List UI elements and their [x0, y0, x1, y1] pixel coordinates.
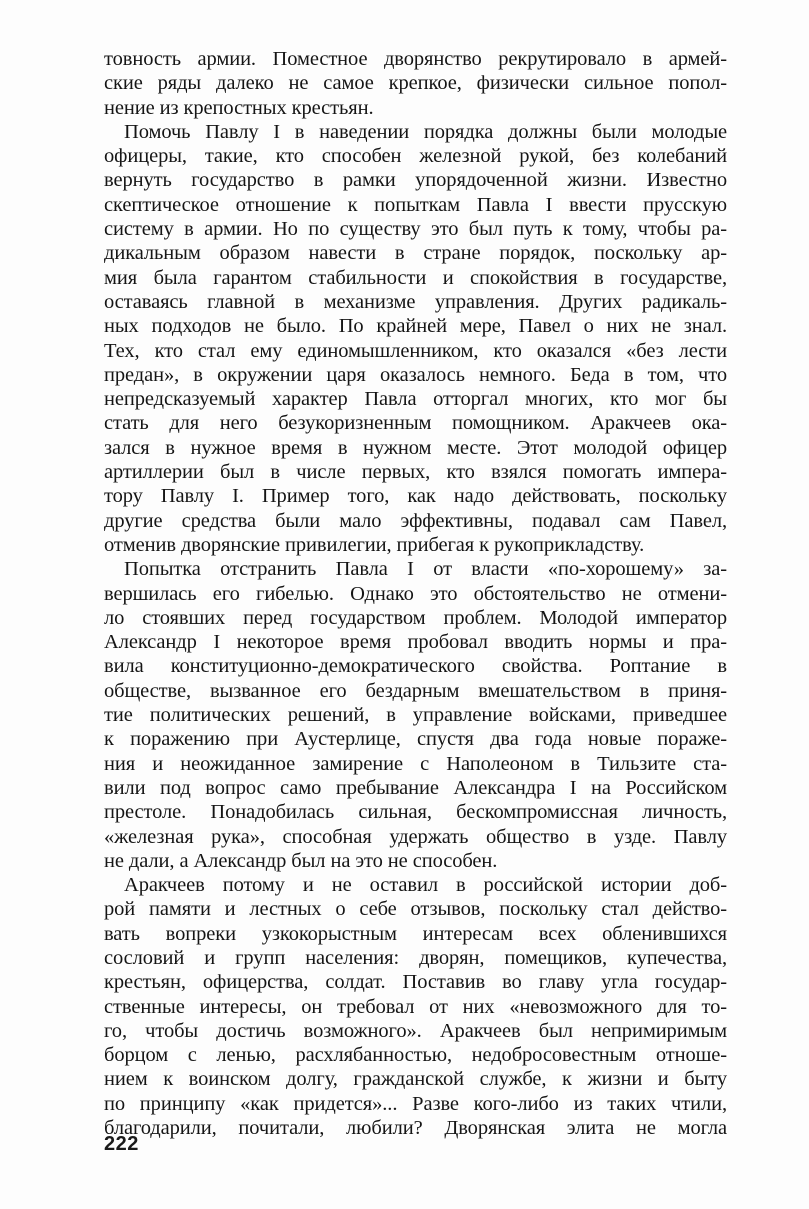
text-line: обществе, вызванное его бездарным вмешательством в приня- [104, 679, 727, 702]
text-line: тие политических решений, в управление войсками, приведшее [104, 704, 727, 727]
page-text [104, 47, 727, 1140]
text-line: товность армии. Поместное дворянство рекрутировало в армей- [104, 48, 727, 70]
text-line: ственные интересы, он требовал от них «невозможного для то- [104, 995, 727, 1018]
text-line: вершилась его гибелью. Однако это обстоятельство не отмени- [104, 582, 727, 605]
text-line: к поражению при Аустерлице, спустя два года новые пораже- [104, 728, 727, 751]
text-line: зался в нужное время в нужном месте. Этот молодой офицер [104, 436, 727, 459]
text-line: Александр I некоторое время пробовал вводить нормы и пра- [104, 631, 727, 654]
text-line: оставаясь главной в механизме управления. Других радикаль- [104, 290, 727, 313]
text-line: борцом с ленью, расхлябанностью, недобросовестным отноше- [104, 1044, 727, 1067]
text-line: другие средства были мало эффективны, подавал сам Павел, [104, 509, 727, 532]
text-line: рой памяти и лестных о себе отзывов, поскольку стал действо- [104, 898, 727, 921]
text-line: тору Павлу I. Пример того, как надо действовать, поскольку [104, 485, 727, 508]
text-line: престоле. Понадобилась сильная, бескомпромиссная личность, [104, 801, 727, 824]
text-line: сословий и групп населения: дворян, помещиков, купечества, [104, 946, 727, 969]
text-line: вила конституционно-демократического свойства. Роптание в [104, 655, 727, 678]
text-line: «железная рука», способная удержать общество в узде. Павлу [104, 825, 727, 848]
text-line: Тех, кто стал ему единомышленником, кто оказался «без лести [104, 339, 727, 362]
text-line: вернуть государство в рамки упорядоченной жизни. Известно [104, 169, 727, 192]
text-line: Попытка отстранить Павла I от власти «по-хорошему» за- [124, 558, 727, 581]
text-line: ных подходов не было. По крайней мере, Павел о них не знал. [104, 315, 727, 338]
text-line: ло стоявших перед государством проблем. Молодой император [104, 606, 727, 629]
text-line: мия была гарантом стабильности и спокойствия в государстве, [104, 266, 727, 289]
text-line: крестьян, офицерства, солдат. Поставив во главу угла государ- [104, 971, 727, 994]
text-line: офицеры, такие, кто способен железной рукой, без колебаний [104, 145, 727, 168]
text-line: вать вопреки узкокорыстным интересам всех обленившихся [104, 922, 727, 945]
text-line: вили под вопрос само пребывание Александра I на Российском [104, 776, 727, 799]
text-line: артиллерии был в числе первых, кто взялся помогать импера- [104, 461, 727, 484]
text-line: ния и неожиданное замирение с Наполеоном в Тильзите ста- [104, 752, 727, 775]
text-line: го, чтобы достичь возможного». Аракчеев был непримиримым [104, 1019, 727, 1042]
text-line: нием к воинском долгу, гражданской службе, к жизни и быту [104, 1068, 727, 1091]
text-line: скептическое отношение к попыткам Павла I ввести прусскую [104, 193, 727, 216]
page-number: 222 [104, 1133, 139, 1155]
text-line: предан», в окружении царя оказалось немного. Беда в том, что [104, 363, 727, 386]
text-line: Помочь Павлу I в наведении порядка должны были молодые [124, 120, 727, 143]
text-line: стать для него безукоризненным помощником. Аракчеев ока- [104, 412, 727, 435]
text-line: не дали, а Александр был на это не способен. [104, 849, 498, 872]
text-line: непредсказуемый характер Павла отторгал многих, кто мог бы [104, 388, 727, 411]
text-line: Аракчеев потому и не оставил в российской истории доб- [124, 874, 727, 897]
text-line: дикальным образом навести в стране порядок, поскольку ар- [104, 242, 727, 265]
text-line: ские ряды далеко не самое крепкое, физически сильное попол- [104, 72, 727, 95]
text-line: по принципу «как придется»... Разве кого-либо из таких чтили, [104, 1092, 727, 1115]
text-line: благодарили, почитали, любили? Дворянская элита не могла [104, 1117, 727, 1140]
text-line: систему в армии. Но по существу это был путь к тому, чтобы ра- [104, 218, 727, 241]
text-line: нение из крепостных крестьян. [104, 96, 374, 119]
text-line: отменив дворянские привилегии, прибегая к рукоприкладству. [104, 533, 645, 556]
